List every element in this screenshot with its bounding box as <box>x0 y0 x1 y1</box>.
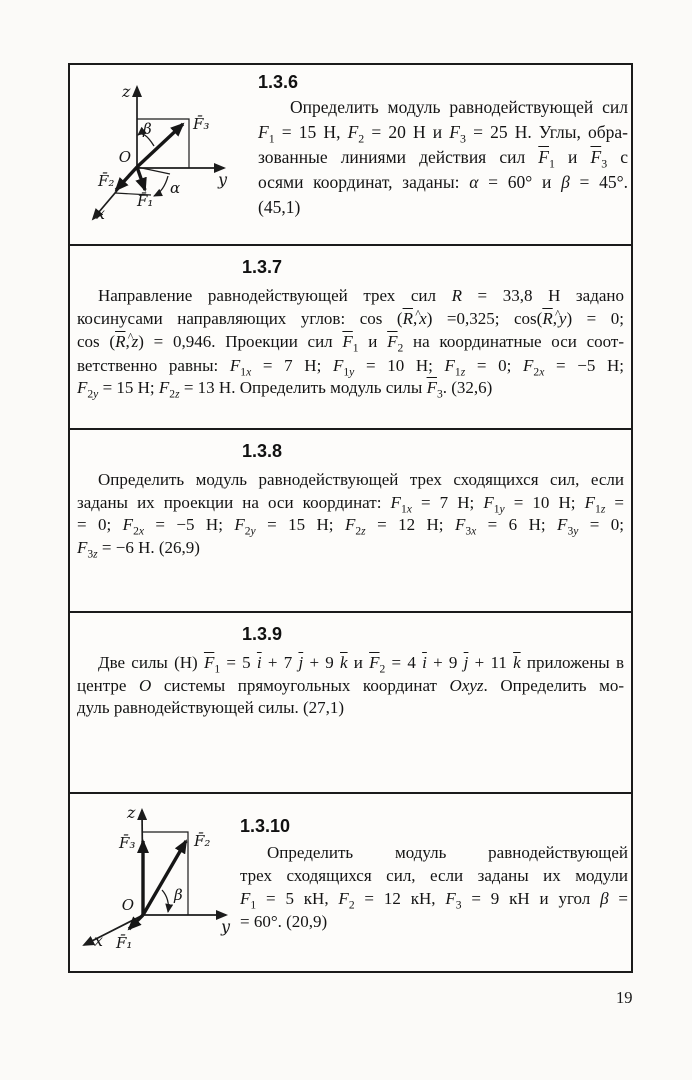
text-line: Определить модуль равнодействующей трех сходящихся сил, если <box>98 470 624 489</box>
problem-number: 1.3.10 <box>240 816 291 836</box>
axis-label-y: y <box>221 917 231 936</box>
problem-number: 1.3.9 <box>242 624 283 644</box>
problem-1-3-7 <box>70 246 631 430</box>
angle-label-alpha: α <box>170 179 181 197</box>
force-label-f3: F̄₃ <box>119 834 136 852</box>
alpha-arc <box>154 176 168 196</box>
origin-label: O <box>118 148 131 166</box>
problem-1-3-9 <box>70 613 631 794</box>
angle-label-beta: β <box>143 120 152 138</box>
force-f1-arrow <box>137 167 145 190</box>
text-line: $F_1 = 5$ кН, $F_2 = 12$ кН, $F_3 = 9$ кН и угол β = <box>240 889 629 912</box>
problem-text <box>77 285 624 400</box>
beta-arc <box>162 890 168 912</box>
force-f2-arrow <box>116 167 137 190</box>
text-line: осями координат, заданы: α = 60° и β = 45°. <box>258 172 628 192</box>
force-label-f2: F̄₂ <box>98 172 115 190</box>
axis-label-y: y <box>218 170 228 189</box>
problem-1-3-10 <box>70 794 631 971</box>
axis-label-z: z <box>127 803 136 822</box>
text-line: = 0; $F_{2x} = -5$ Н; $F_{2y} = 15$ Н; $F_{2z} = 12$ Н; $F_{3x} = 6$ Н; $F_{3y} = 0$; <box>77 515 625 538</box>
force-label-f2: F̄₂ <box>194 832 211 850</box>
text-line: зованные линиями действия сил $\overline{F}_1$ и $\overline{F}_3$ с <box>258 147 628 171</box>
x-axis <box>84 915 143 945</box>
force-label-f1: F̄₁ <box>116 934 133 952</box>
problem-number: 1.3.8 <box>242 441 283 461</box>
figure-1-3-10-force-diagram <box>70 796 242 966</box>
text-line: (45,1) <box>258 197 301 217</box>
problems-table <box>68 63 633 973</box>
axis-label-x: x <box>96 204 106 223</box>
text-line: Две силы (Н) $\overline{F}_1 = 5$ $\overline{i} + 7$ $\overline{j} + 9$ $\overline{k}$ и $\overline{F}_2 = 4$ $\overline{i} + 9$ $\overline{j} + 11$ $\overline{k}$ приложены в <box>98 653 624 676</box>
force-label-f3: F̄₃ <box>193 115 210 133</box>
text-line: $F_{2y} = 15$ Н; $F_{2z} = 13$ Н. Определить модуль силы $\overline{F}_3$. (32,6) <box>77 378 493 401</box>
axis-label-x: x <box>94 931 104 950</box>
text-line: трех сходящихся сил, если заданы их модули <box>240 866 628 885</box>
figure-1-3-6-force-diagram <box>74 67 244 239</box>
text-line: $F_1 = 15$ Н, $F_2 = 20$ Н и $F_3 = 25$ Н. Углы, обра- <box>258 122 628 146</box>
origin-label: O <box>121 896 134 914</box>
problem-number: 1.3.7 <box>242 257 283 277</box>
text-line: дуль равнодействующей силы. (27,1) <box>77 698 345 717</box>
page-number: 19 <box>616 988 633 1007</box>
text-line: = 60°. (20,9) <box>240 912 328 931</box>
text-line: заданы их проекции на оси координат: $F_{1x} = 7$ Н; $F_{1y} = 10$ Н; $F_{1z}$ = <box>77 492 624 515</box>
text-line: косинусами направляющих углов: $\cos (\overline{R},\^{}x) =0,325$; $\cos(\overline{R},\^{}y) = 0$; <box>77 305 624 328</box>
text-line: $F_{3z} = -6$ Н. (26,9) <box>77 537 200 560</box>
problem-number: 1.3.6 <box>258 72 299 92</box>
text-line: центре O системы прямоугольных координат Oxyz. Определить мо- <box>77 675 624 695</box>
problem-1-3-6 <box>70 65 631 246</box>
axis-label-z: z <box>122 82 131 101</box>
text-line: Направление равнодействующей трех сил R = 33,8 Н задано <box>98 286 624 305</box>
text-line: Определить модуль равнодействующей <box>267 843 628 862</box>
problem-1-3-8 <box>70 430 631 613</box>
force-label-f1: F̄₁ <box>137 192 154 210</box>
problem-text <box>77 469 624 559</box>
angle-label-beta: β <box>174 886 183 904</box>
problem-text <box>240 841 628 933</box>
text-line: $\cos (\overline{R},\^{}z) = 0,946$. Проекции сил $\overline{F}_1$ и $\overline{F}_2$ на координатные оси соот- <box>77 329 624 355</box>
problem-text <box>258 95 628 220</box>
text-line: Определить модуль равнодействующей сил <box>290 97 628 117</box>
problem-text <box>77 652 624 720</box>
text-line: ветственно равны: $F_{1x} = 7$ Н; $F_{1y} = 10$ Н; $F_{1z} = 0$; $F_{2x} = -5$ Н; <box>77 355 624 378</box>
